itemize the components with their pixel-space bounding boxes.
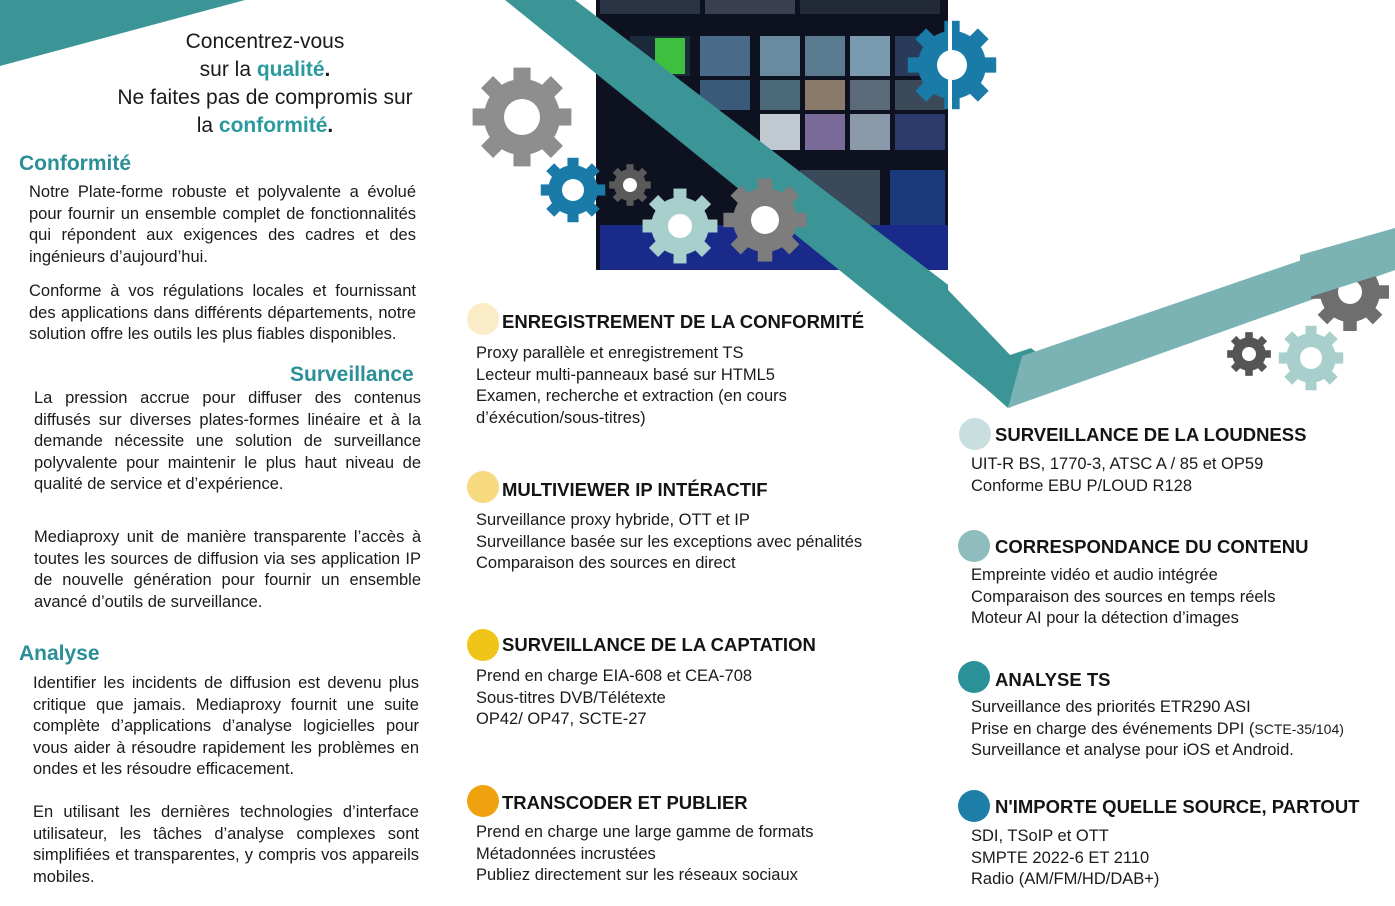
feature-title: SURVEILLANCE DE LA LOUDNESS bbox=[995, 424, 1307, 445]
feature-lines bbox=[971, 826, 1159, 891]
feature-line: Publiez directement sur les réseaux sociaux bbox=[476, 866, 798, 885]
feature-title: CORRESPONDANCE DU CONTENU bbox=[995, 536, 1309, 557]
section-title-surveillance: Surveillance bbox=[290, 363, 414, 386]
analyse-paragraph-2: En utilisant les dernières technologies d’interface utilisateur, les tâches d’analyse complexes sont simplifiées et transparentes, y compris vos appareils mobiles. bbox=[33, 803, 419, 886]
feature-line: Comparaison des sources en direct bbox=[476, 554, 736, 573]
feature-line: Surveillance et analyse pour iOS et Android. bbox=[971, 741, 1294, 760]
tagline-dot: . bbox=[324, 58, 331, 81]
feature-line: Sous-titres DVB/Télétexte bbox=[476, 688, 666, 707]
feature-line: Prend en charge EIA-608 et CEA-708 bbox=[476, 667, 753, 685]
feature-lines bbox=[476, 343, 787, 429]
conformite-paragraph-2: Conforme à vos régulations locales et fournissant des applications dans différents départements, notre solution offre les outils les plus fiables disponibles. bbox=[29, 282, 416, 344]
feature-bullet-dot bbox=[958, 661, 990, 693]
feature-line: Radio (AM/FM/HD/DAB+) bbox=[971, 870, 1160, 889]
tagline-line3: Ne faites pas de compromis sur bbox=[117, 86, 413, 109]
feature-title: N'IMPORTE QUELLE SOURCE, PARTOUT bbox=[995, 796, 1360, 817]
feature-bullet-dot bbox=[467, 785, 499, 817]
feature-lines bbox=[476, 510, 862, 575]
feature-line: Proxy parallèle et enregistrement TS bbox=[476, 344, 744, 362]
feature-line: Surveillance proxy hybride, OTT et IP bbox=[476, 511, 750, 529]
feature-line: UIT-R BS, 1770-3, ATSC A / 85 et OP59 bbox=[971, 455, 1264, 473]
feature-title: ENREGISTREMENT DE LA CONFORMITÉ bbox=[502, 311, 865, 332]
feature-lines bbox=[971, 454, 1263, 497]
feature-line: Conforme EBU P/LOUD R128 bbox=[971, 476, 1193, 495]
feature-bullet-dot bbox=[958, 530, 990, 562]
feature-line: Moteur AI pour la détection d’images bbox=[971, 609, 1239, 628]
feature-bullet-dot bbox=[467, 629, 499, 661]
feature-line: SDI, TSoIP et OTT bbox=[971, 827, 1109, 845]
tagline-line2-pre: sur la bbox=[199, 58, 257, 81]
tagline-line4-pre: la bbox=[196, 114, 219, 137]
feature-bullet-dot bbox=[958, 790, 990, 822]
feature-title: TRANSCODER ET PUBLIER bbox=[502, 792, 748, 813]
conformite-paragraph-1: Notre Plate-forme robuste et polyvalente a évolué pour fournir un ensemble complet de fonctionnalités qui répondent aux exigences des cadres et des ingénieurs d’aujourd’hui. bbox=[29, 183, 416, 266]
feature-lines bbox=[476, 822, 814, 887]
feature-title: MULTIVIEWER IP INTÉRACTIF bbox=[502, 479, 768, 500]
tagline-line1: Concentrez-vous bbox=[185, 30, 345, 53]
feature-line: Comparaison des sources en temps réels bbox=[971, 587, 1276, 606]
feature-bullet-dot bbox=[467, 471, 499, 503]
feature-line: Métadonnées incrustées bbox=[476, 844, 656, 863]
feature-line: Surveillance des priorités ETR290 ASI bbox=[971, 698, 1251, 716]
feature-line: Lecteur multi-panneaux basé sur HTML5 bbox=[476, 365, 775, 384]
section-title-analyse: Analyse bbox=[19, 642, 100, 665]
feature-bullet-dot bbox=[959, 418, 991, 450]
tagline bbox=[60, 28, 470, 140]
tagline-dot2: . bbox=[327, 114, 334, 137]
feature-line bbox=[971, 719, 1344, 741]
feature-line: Empreinte vidéo et audio intégrée bbox=[971, 566, 1218, 584]
feature-bullet-dot bbox=[467, 303, 499, 335]
tagline-conformity: conformité bbox=[218, 114, 328, 137]
feature-lines bbox=[971, 565, 1275, 630]
feature-line: Examen, recherche et extraction (en cours bbox=[476, 387, 787, 406]
feature-line-small-suffix: SCTE-35/104) bbox=[1254, 720, 1344, 737]
analyse-paragraph-1: Identifier les incidents de diffusion est devenu plus critique que jamais. Mediaproxy fournit une suite complète d’applications d’analyse logicielles pour vous aider à résoudre rapidement les problèmes en ondes et les résoudre efficacement. bbox=[33, 674, 419, 779]
surveillance-paragraph-1: La pression accrue pour diffuser des contenus diffusés sur diverses plates-formes linéaire et à la demande nécessite une solution de surveillance polyvalente pour maintenir le plus haut niveau de qualité de service et d’expérience. bbox=[34, 389, 421, 494]
feature-line-text: Prise en charge des événements DPI ( bbox=[971, 719, 1255, 738]
section-title-conformite: Conformité bbox=[19, 152, 131, 175]
feature-lines bbox=[971, 697, 1344, 762]
feature-title: SURVEILLANCE DE LA CAPTATION bbox=[502, 634, 816, 655]
feature-title: ANALYSE TS bbox=[995, 669, 1111, 690]
feature-line: Prend en charge une large gamme de formats bbox=[476, 823, 814, 841]
tagline-quality: qualité bbox=[256, 58, 325, 81]
feature-line: Surveillance basée sur les exceptions avec pénalités bbox=[476, 532, 863, 551]
feature-line: d’éxécution/sous-titres) bbox=[476, 408, 646, 427]
feature-lines bbox=[476, 666, 752, 731]
feature-line: SMPTE 2022-6 ET 2110 bbox=[971, 848, 1150, 867]
feature-line: OP42/ OP47, SCTE-27 bbox=[476, 710, 647, 729]
surveillance-paragraph-2: Mediaproxy unit de manière transparente l’accès à toutes les sources de diffusion via ses application IP de nouvelle génération pour fournir un ensemble avancé d’outils de surveillance. bbox=[34, 528, 421, 611]
